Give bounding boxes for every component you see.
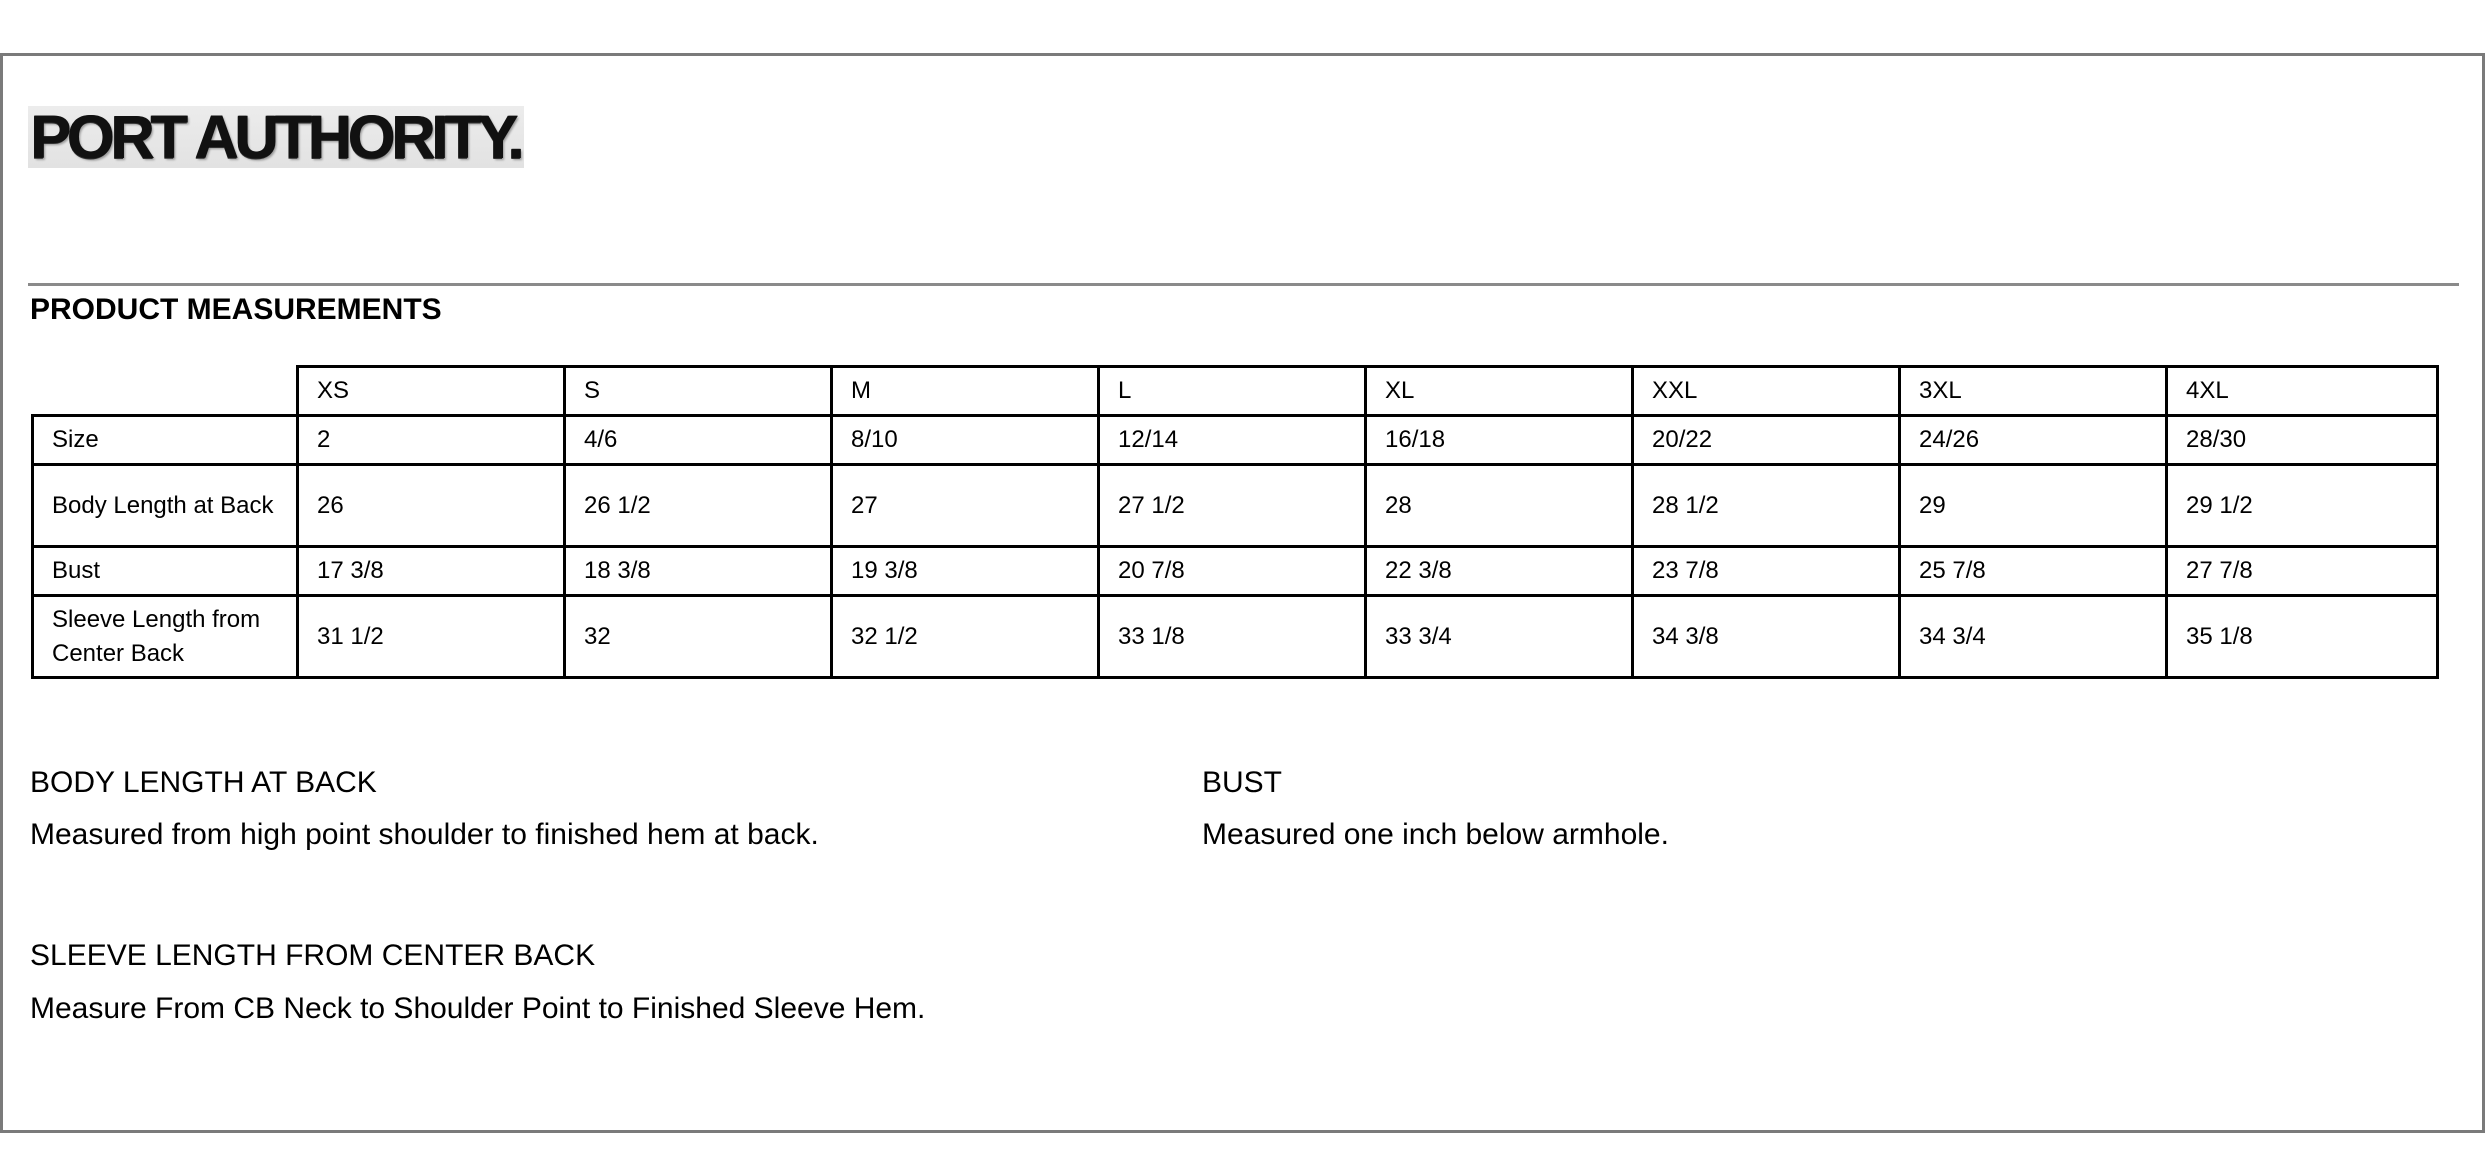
table-cell: 32 [565,596,832,678]
definition-text-body-length: Measured from high point shoulder to finished hem at back. [30,818,819,851]
table-row [33,596,2438,678]
definition-title-bust: BUST [1202,766,1283,799]
table-cell: 28 [1366,465,1633,547]
port-authority-logo: PORT AUTHORITY. [28,106,524,168]
table-cell: 34 3/4 [1900,596,2167,678]
table-cell: 24/26 [1900,416,2167,465]
table-cell: 31 1/2 [298,596,565,678]
table-cell: 27 1/2 [1099,465,1366,547]
table-cell: 35 1/8 [2167,596,2438,678]
definition-text-bust: Measured one inch below armhole. [1202,818,1669,851]
table-cell: 28/30 [2167,416,2438,465]
table-row [33,416,2438,465]
definition-title-body-length: BODY LENGTH AT BACK [30,766,377,799]
table-cell: 32 1/2 [832,596,1099,678]
row-label: Sleeve Length from Center Back [33,596,298,678]
size-header-cell: 3XL [1900,367,2167,416]
size-header-cell: XS [298,367,565,416]
table-cell: 19 3/8 [832,547,1099,596]
table-cell: 2 [298,416,565,465]
table-cell: 23 7/8 [1633,547,1900,596]
corner-cell [33,367,298,416]
row-label: Body Length at Back [33,465,298,547]
table-cell: 29 1/2 [2167,465,2438,547]
table-cell: 33 1/8 [1099,596,1366,678]
table-row [33,547,2438,596]
section-heading: PRODUCT MEASUREMENTS [30,293,442,326]
definition-text-sleeve-length: Measure From CB Neck to Shoulder Point to Finished Sleeve Hem. [30,992,926,1025]
table-cell: 20/22 [1633,416,1900,465]
size-header-cell: XL [1366,367,1633,416]
table-cell: 4/6 [565,416,832,465]
table-cell: 27 [832,465,1099,547]
table-cell: 20 7/8 [1099,547,1366,596]
header-divider [28,283,2459,286]
table-cell: 34 3/8 [1633,596,1900,678]
table-cell: 12/14 [1099,416,1366,465]
table-cell: 17 3/8 [298,547,565,596]
table-cell: 29 [1900,465,2167,547]
table-cell: 22 3/8 [1366,547,1633,596]
definition-title-sleeve-length: SLEEVE LENGTH FROM CENTER BACK [30,939,596,972]
table-cell: 28 1/2 [1633,465,1900,547]
size-header-cell: M [832,367,1099,416]
size-header-cell: L [1099,367,1366,416]
table-cell: 27 7/8 [2167,547,2438,596]
size-header-cell: 4XL [2167,367,2438,416]
table-row [33,465,2438,547]
row-label: Size [33,416,298,465]
row-label: Bust [33,547,298,596]
size-header-cell: XXL [1633,367,1900,416]
size-header-row [33,367,2438,416]
measurements-table [31,365,2439,679]
table-cell: 16/18 [1366,416,1633,465]
table-cell: 26 1/2 [565,465,832,547]
table-cell: 8/10 [832,416,1099,465]
size-header-cell: S [565,367,832,416]
table-cell: 26 [298,465,565,547]
table-cell: 18 3/8 [565,547,832,596]
table-cell: 25 7/8 [1900,547,2167,596]
table-cell: 33 3/4 [1366,596,1633,678]
